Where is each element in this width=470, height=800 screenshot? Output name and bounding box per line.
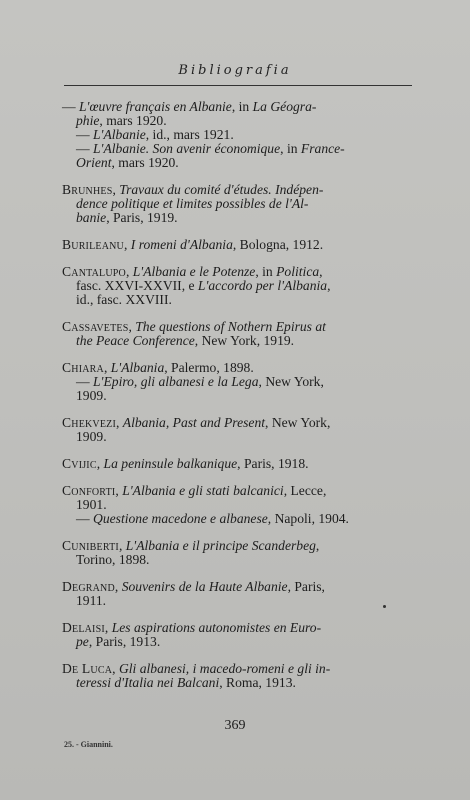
- citation-text: ,: [116, 415, 123, 430]
- bibliography-entry: [62, 100, 414, 170]
- work-title: L'accordo per l'Albania: [197, 278, 328, 293]
- entry-line: [62, 334, 414, 348]
- bibliography-entry: [62, 265, 414, 307]
- work-title: The questions of Nothern Epirus at: [135, 319, 326, 334]
- entry-line: [62, 128, 414, 142]
- work-title: L'Epiro, gli albanesi e la Lega: [93, 374, 259, 389]
- author-name: De Luca: [62, 661, 113, 676]
- work-title: Questione macedone e albanese: [93, 511, 268, 526]
- bibliography-entry: [62, 539, 414, 567]
- work-title: L'œuvre français en Albanie: [79, 99, 232, 114]
- entry-line: [62, 662, 414, 676]
- author-name: Chiara: [62, 360, 104, 375]
- citation-text: ,: [123, 237, 131, 252]
- work-title: L'Albania: [110, 360, 165, 375]
- author-name: Delaisi: [62, 620, 105, 635]
- bibliography-entry: [62, 320, 414, 348]
- entry-line: [62, 375, 414, 389]
- bibliography-entry: [62, 416, 414, 444]
- running-header: Bibliografia: [178, 63, 292, 78]
- citation-text: —: [76, 374, 93, 389]
- citation-text: , Paris, 1918.: [237, 456, 309, 471]
- work-title: L'Albania e gli stati balcanici: [122, 483, 284, 498]
- entry-line: [62, 457, 414, 471]
- citation-text: ,: [96, 456, 104, 471]
- entry-line: [62, 594, 414, 608]
- citation-text: , Napoli, 1904.: [267, 511, 349, 526]
- bibliography-entry: [62, 457, 414, 471]
- citation-text: Torino, 1898.: [76, 552, 150, 567]
- work-title: Orient: [76, 155, 112, 170]
- entry-line: [62, 197, 414, 211]
- work-title: banie: [76, 210, 107, 225]
- work-title: L'Albanie. Son avenir économique: [93, 141, 281, 156]
- entry-line: [62, 580, 414, 594]
- citation-text: ,: [103, 360, 111, 375]
- author-name: Brunhes: [62, 182, 113, 197]
- work-title: Souvenirs de la Haute Albanie: [121, 579, 288, 594]
- entry-line: [62, 498, 414, 512]
- citation-text: —: [76, 141, 93, 156]
- citation-text: —: [76, 127, 93, 142]
- work-title: I romeni d'Albania: [130, 237, 233, 252]
- work-title: teressi d'Italia nei Balcani: [76, 675, 220, 690]
- citation-text: ,: [112, 182, 120, 197]
- citation-text: , Bologna, 1912.: [232, 237, 324, 252]
- work-title: Les aspirations autonomistes en Euro-: [111, 620, 322, 635]
- citation-text: , Paris, 1913.: [88, 634, 161, 649]
- entry-line: [62, 320, 414, 334]
- work-title: dence politique et limites possibles de l'Al-: [76, 196, 309, 211]
- bibliography-entry: [62, 484, 414, 526]
- citation-text: ,: [114, 579, 122, 594]
- entry-line: [62, 621, 414, 635]
- entry-line: [62, 100, 414, 114]
- citation-text: ,: [112, 661, 119, 676]
- work-title: L'Albania e il principe Scanderbeg: [125, 538, 316, 553]
- author-name: Cassavetes: [62, 319, 129, 334]
- citation-text: , in: [280, 141, 301, 156]
- work-title: L'Albania e le Potenze: [132, 264, 256, 279]
- citation-text: 1909.: [76, 388, 107, 403]
- bibliography-entry: [62, 238, 414, 252]
- citation-text: , Paris, 1919.: [106, 210, 178, 225]
- entry-line: [62, 539, 414, 553]
- printer-signature: 25. - Giannini.: [64, 740, 113, 749]
- bibliography-entry: [62, 621, 414, 649]
- citation-text: ,: [128, 319, 136, 334]
- entry-line: [62, 293, 414, 307]
- entry-line: [62, 484, 414, 498]
- citation-text: , New York,: [258, 374, 324, 389]
- citation-text: id., fasc. XXVIII.: [76, 292, 172, 307]
- entry-line: [62, 635, 414, 649]
- citation-text: , in: [231, 99, 253, 114]
- citation-text: , New York,: [265, 415, 331, 430]
- entry-line: [62, 183, 414, 197]
- entry-line: [62, 114, 414, 128]
- citation-text: , mars 1920.: [111, 155, 179, 170]
- citation-text: 1901.: [76, 497, 107, 512]
- entry-line: [62, 142, 414, 156]
- citation-text: , Lecce,: [283, 483, 327, 498]
- bibliography-entry: [62, 580, 414, 608]
- entry-line: [62, 676, 414, 690]
- work-title: Politica: [276, 264, 320, 279]
- citation-text: ,: [104, 620, 112, 635]
- author-name: Conforti: [62, 483, 116, 498]
- work-title: La Géogra-: [252, 99, 317, 114]
- entry-line: [62, 265, 414, 279]
- citation-text: —: [76, 511, 93, 526]
- citation-text: , Paris,: [287, 579, 325, 594]
- work-title: Travaux du comité d'études. Indépen-: [119, 182, 324, 197]
- work-title: Gli albanesi, i macedo-romeni e gli in-: [118, 661, 331, 676]
- entry-line: [62, 238, 414, 252]
- entry-line: [62, 553, 414, 567]
- citation-text: , Roma, 1913.: [219, 675, 296, 690]
- author-name: Cantalupo: [62, 264, 126, 279]
- citation-text: fasc. XXVI-XXVII, e: [76, 278, 198, 293]
- bibliography-entry: [62, 361, 414, 403]
- entry-line: [62, 361, 414, 375]
- author-name: Burileanu: [62, 237, 124, 252]
- author-name: Cuniberti: [62, 538, 119, 553]
- bibliography-entry: [62, 183, 414, 225]
- citation-text: ,: [327, 278, 331, 293]
- author-name: Degrand: [62, 579, 115, 594]
- entry-line: [62, 156, 414, 170]
- entry-line: [62, 512, 414, 526]
- entry-line: [62, 416, 414, 430]
- citation-text: ,: [118, 538, 126, 553]
- print-speck: [383, 605, 386, 608]
- citation-text: 1909.: [76, 429, 107, 444]
- citation-text: ,: [319, 264, 323, 279]
- entry-line: [62, 430, 414, 444]
- header-rule: [64, 85, 412, 86]
- bibliography-list: [62, 100, 414, 703]
- entry-line: [62, 279, 414, 293]
- work-title: France-: [300, 141, 345, 156]
- citation-text: , in: [255, 264, 277, 279]
- page-number: 369: [224, 718, 246, 733]
- citation-text: ,: [115, 483, 123, 498]
- entry-line: [62, 211, 414, 225]
- citation-text: , mars 1920.: [99, 113, 167, 128]
- entry-line: [62, 389, 414, 403]
- citation-text: ,: [315, 538, 320, 553]
- work-title: L'Albanie: [93, 127, 146, 142]
- work-title: the Peace Conference: [76, 333, 195, 348]
- author-name: Chekvezi: [62, 415, 116, 430]
- author-name: Cvijic: [62, 456, 97, 471]
- citation-text: , id., mars 1921.: [145, 127, 234, 142]
- citation-text: ,: [125, 264, 133, 279]
- citation-text: , Palermo, 1898.: [164, 360, 254, 375]
- citation-text: 1911.: [76, 593, 107, 608]
- work-title: phie: [76, 113, 100, 128]
- citation-text: —: [62, 99, 79, 114]
- work-title: pe: [76, 634, 89, 649]
- work-title: La peninsule balkanique: [103, 456, 238, 471]
- work-title: Albania, Past and Present: [122, 415, 266, 430]
- bibliography-entry: [62, 662, 414, 690]
- citation-text: , New York, 1919.: [194, 333, 295, 348]
